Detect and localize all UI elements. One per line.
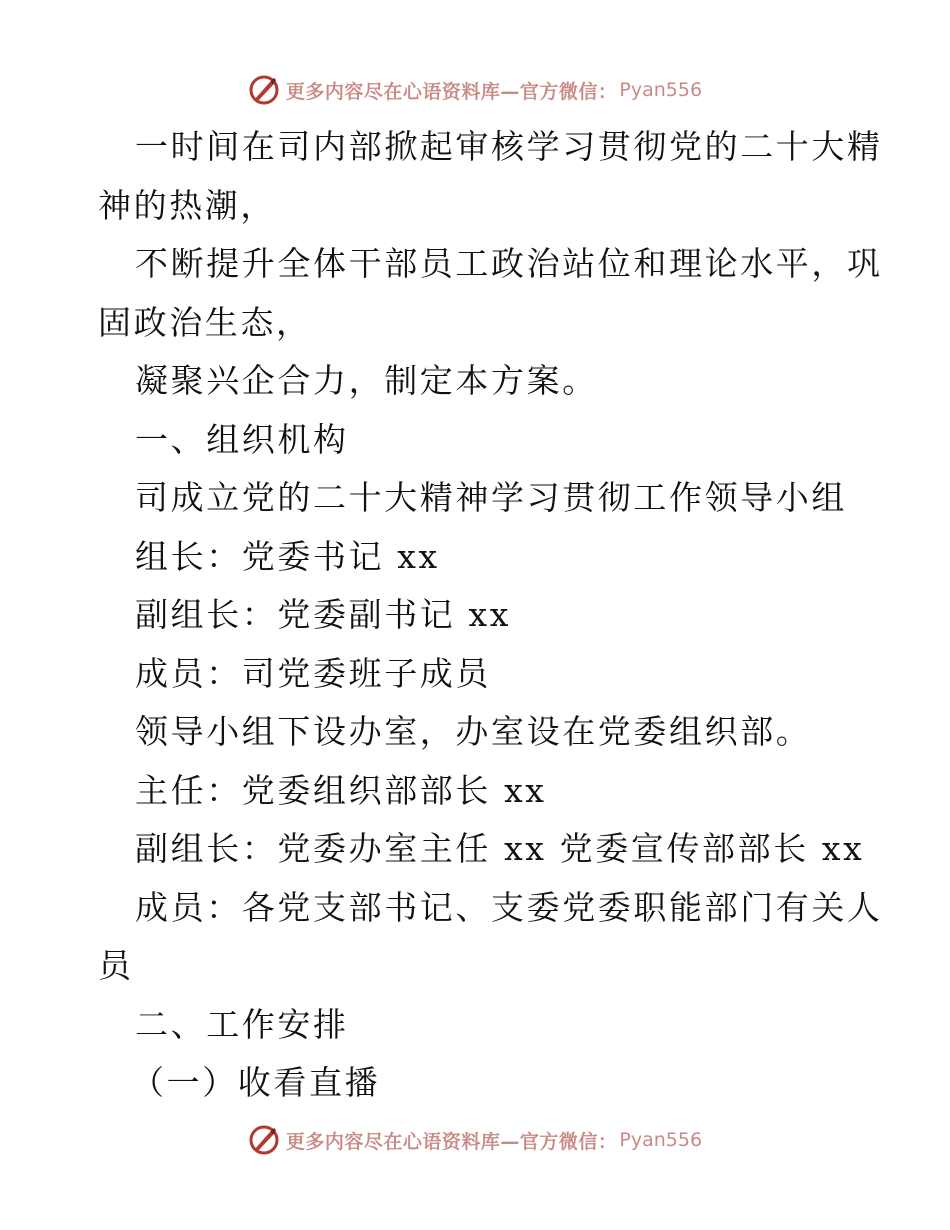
watermark-text: 更多内容尽在心语资料库—官方微信：	[285, 1130, 618, 1153]
paragraph-line: 一、组织机构	[135, 419, 349, 459]
paragraph-line: 副组长：党委办室主任 xx 党委宣传部部长 xx	[135, 829, 865, 868]
paragraph-line: 主任：党委组织部部长 xx	[135, 770, 547, 810]
paragraph-line: 不断提升全体干部员工政治站位和理论水平，巩	[135, 244, 883, 283]
red-pen-circle-icon	[248, 74, 280, 106]
paragraph-line: 副组长：党委副书记 xx	[135, 595, 511, 634]
red-pen-circle-icon	[248, 1124, 280, 1156]
watermark-text: 更多内容尽在心语资料库—官方微信：	[285, 80, 618, 103]
document-body	[98, 118, 883, 1113]
header-watermark	[0, 70, 950, 110]
paragraph-line: 成员：司党委班子成员	[135, 653, 491, 693]
paragraph-line: 一时间在司内部掀起审核学习贯彻党的二十大精	[135, 127, 883, 166]
paragraph-line: 司成立党的二十大精神学习贯彻工作领导小组	[135, 478, 847, 517]
paragraph-line: 固政治生态，	[98, 302, 312, 342]
paragraph-line: 领导小组下设办室，办室设在党委组织部。	[135, 712, 812, 751]
footer-watermark	[0, 1120, 950, 1160]
paragraph-line: 成员：各党支部书记、支委党委职能部门有关人	[135, 887, 883, 927]
paragraph-line: 神的热潮，	[98, 185, 276, 225]
watermark-wechat-id: Pyan556	[619, 79, 703, 101]
paragraph-line: 二、工作安排	[135, 1004, 349, 1044]
paragraph-line: （一）收看直播	[131, 1063, 381, 1102]
paragraph-line: 员	[98, 946, 134, 985]
watermark-wechat-id: Pyan556	[619, 1129, 703, 1151]
paragraph-line: 组长：党委书记 xx	[135, 536, 440, 576]
paragraph-line: 凝聚兴企合力，制定本方案。	[135, 361, 598, 400]
